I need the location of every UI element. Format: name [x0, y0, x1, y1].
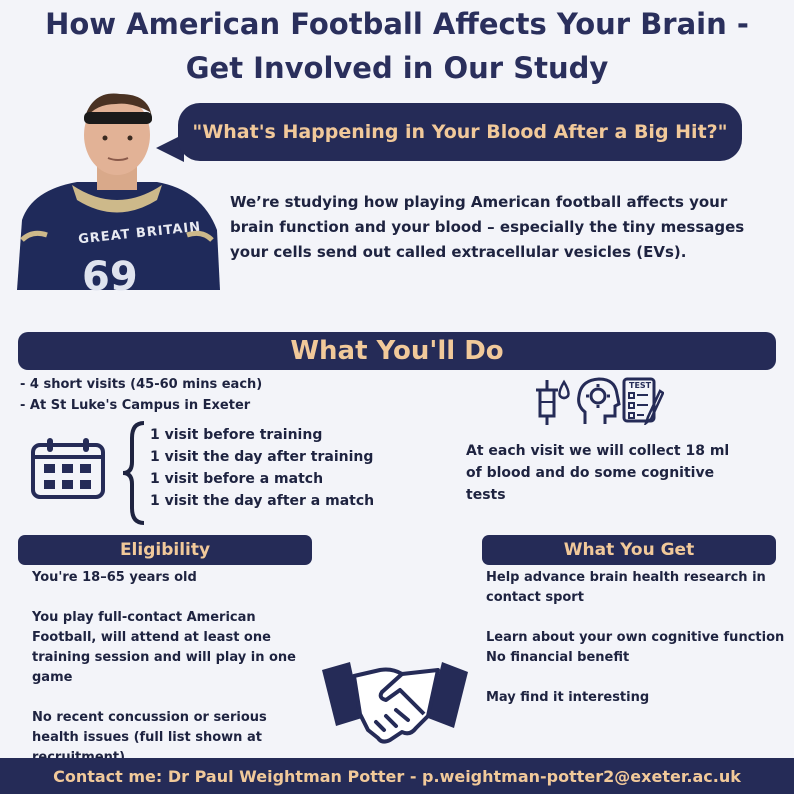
contact-footer: Contact me: Dr Paul Weightman Potter - p.weightman-potter2@exeter.ac.uk — [0, 758, 794, 794]
title-line-2: Get Involved in Our Study — [185, 51, 609, 85]
benefit-item: Learn about your own cognitive function — [486, 630, 785, 645]
brace-icon — [120, 420, 148, 526]
eligibility-item: No recent concussion or serious health issues (full list shown at — [32, 710, 267, 745]
calendar-icon — [30, 437, 106, 501]
what-you-get-heading: What You Get — [482, 535, 776, 565]
benefit-item: May find it interesting — [486, 690, 650, 705]
eligibility-item: You're 18–65 years old — [32, 570, 197, 585]
visit-item: 1 visit before a match — [150, 471, 324, 487]
jersey-text: GREAT BRITAIN — [77, 219, 202, 248]
test-label: TEST — [629, 381, 652, 390]
what-you-do-heading: What You'll Do — [18, 332, 776, 370]
intro-paragraph: We’re studying how playing American football affects your brain function and your blood – especially the tiny messages your cells send out called extracellular vesicles (EVs). — [230, 193, 745, 261]
svg-text:69: 69 — [82, 254, 138, 295]
visit-item: 1 visit the day after a match — [150, 493, 375, 509]
visit-item: 1 visit the day after training — [150, 449, 374, 465]
location-bullet: - At St Luke's Campus in Exeter — [20, 398, 251, 413]
blood-syringe-icon — [532, 378, 572, 426]
collect-text: At each visit we will collect 18 ml of blood and do some cognitive tests — [466, 443, 730, 503]
title-line-1: How American Football Affects Your Brain - — [45, 7, 749, 41]
benefit-item: No financial benefit — [486, 650, 630, 665]
speech-bubble: "What's Happening in Your Blood After a Big Hit?" — [178, 103, 742, 161]
visit-item: 1 visit before training — [150, 427, 323, 443]
brain-gear-icon — [575, 376, 621, 426]
eligibility-item: You play full-contact American Football, will attend at least one training session and will play in one game — [32, 610, 296, 685]
benefit-item: Help advance brain health research in contact sport — [486, 570, 766, 605]
eligibility-heading: Eligibility — [18, 535, 312, 565]
visit-bullet: - 4 short visits (45-60 mins each) — [20, 377, 263, 392]
handshake-icon — [320, 658, 470, 748]
